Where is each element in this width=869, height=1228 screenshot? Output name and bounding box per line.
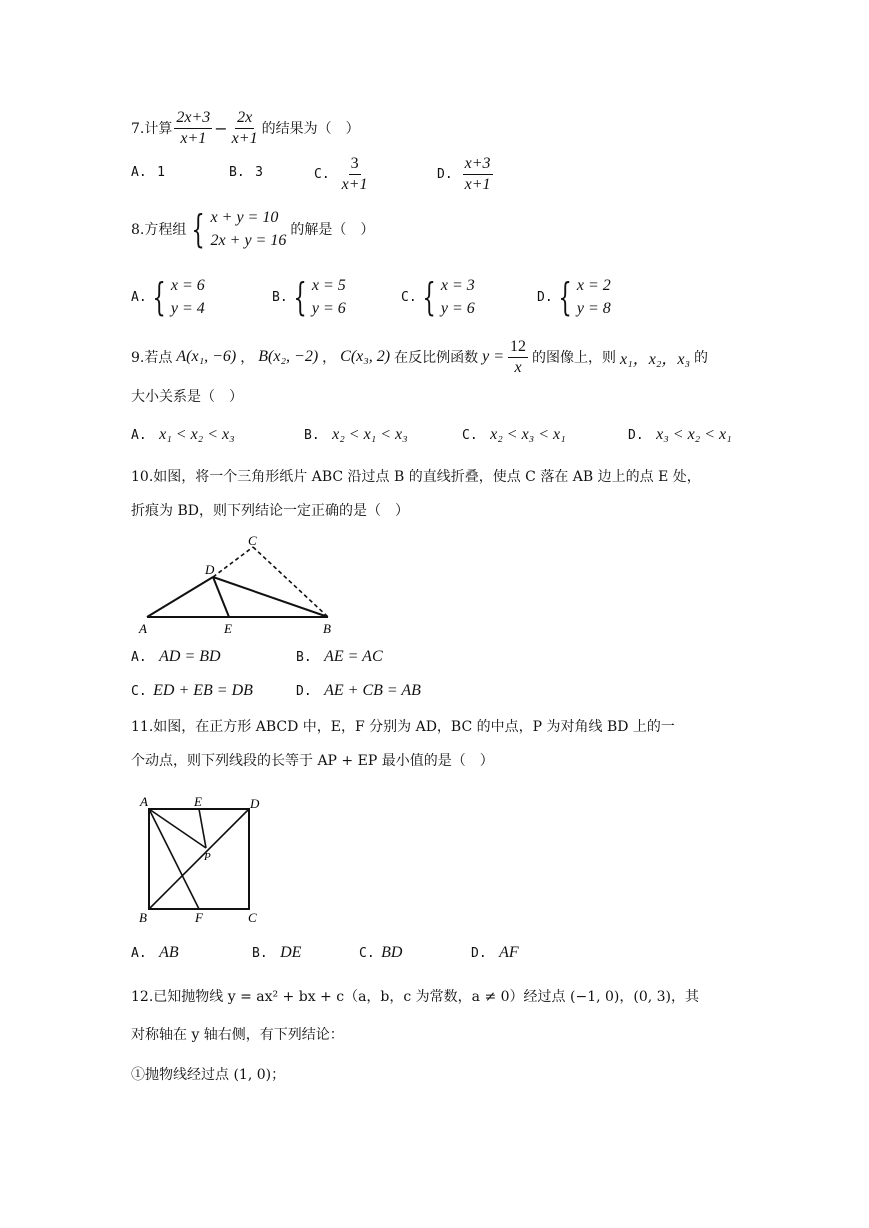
q10-label-e: E <box>224 621 232 636</box>
q9-function-fraction: $\frac{12}{x}$ <box>510 337 527 376</box>
q7-option-c: C. $\frac{3}{x+1}$ <box>314 154 368 193</box>
q7-option-b: B. 3 <box>229 165 263 180</box>
q7-stem-suffix: 的结果为（ ） <box>261 121 360 137</box>
q8-stem-suffix: 的解是（ ） <box>290 222 375 238</box>
q11-option-c: C. BD <box>359 944 403 961</box>
q8-stem: 8.方程组 { x + y = 10 2x + y = 16 的解是（ ） <box>131 207 375 251</box>
q10-label-c: C <box>248 535 257 548</box>
q10-triangle-figure <box>135 535 345 637</box>
q11-label-b: B <box>139 910 147 923</box>
q8-option-d: D. { x = 2 y = 8 <box>537 275 611 319</box>
q7-fraction-1: $\frac{2x+3}{x+1}$ <box>176 108 211 147</box>
q11-option-a: A. AB <box>131 944 179 961</box>
q11-label-f: F <box>195 910 203 923</box>
q7-option-d: D. $\frac{x+3}{x+1}$ <box>437 154 491 193</box>
q10-label-d: D <box>205 562 215 577</box>
q11-label-a: A <box>140 794 148 809</box>
q9-line-1: 9.若点 A(x₁, −6) ， B(x₂, −2) ， C(x₃, 2) 在反比例函数 y = $\frac{12}{x}$ 的图像上，则 x₁，x₂，x₃ 的 <box>131 337 709 376</box>
q7-option-a: A. 1 <box>131 165 165 180</box>
q10-line-1: 10.如图，将一个三角形纸片 ABC 沿过点 B 的直线折叠，使点 C 落在 AB 边上的点 E 处， <box>131 469 701 485</box>
q12-line-1: 12.已知抛物线 y = ax² + bx + c（a，b，c 为常数，a ≠ 0）经过点 (−1, 0)，(0, 3)，其 <box>131 989 700 1005</box>
q8-equation-system: x + y = 10 2x + y = 16 <box>210 209 287 249</box>
q10-label-b: B <box>323 621 331 636</box>
q9-option-d: D. x₃ < x₂ < x₁ <box>628 426 732 443</box>
q7-stem-prefix: 7.计算 <box>131 121 173 137</box>
q10-label-a: A <box>139 621 147 636</box>
q9-line-2: 大小关系是（ ） <box>131 389 243 405</box>
q10-option-c: C. ED + EB = DB <box>131 682 253 699</box>
q10-line-2: 折痕为 BD，则下列结论一定正确的是（ ） <box>131 503 409 519</box>
q11-label-c: C <box>248 910 257 923</box>
q12-line-3: ①抛物线经过点 (1, 0)； <box>131 1067 286 1083</box>
q10-option-b: B. AE = AC <box>296 648 383 665</box>
q7-stem <box>131 106 360 150</box>
q11-label-p: P <box>204 851 211 863</box>
q7-fraction-2: $\frac{2x}{x+1}$ <box>231 108 258 147</box>
q11-line-1: 11.如图，在正方形 ABCD 中，E，F 分别为 AD，BC 的中点，P 为对角线 BD 上的一 <box>131 719 675 735</box>
q11-label-e: E <box>194 794 202 809</box>
q11-option-d: D. AF <box>471 944 519 961</box>
q7-minus: − <box>214 118 228 138</box>
q8-option-b: B. { x = 5 y = 6 <box>272 275 346 319</box>
q8-option-c: C. { x = 3 y = 6 <box>401 275 475 319</box>
q10-option-a: A. AD = BD <box>131 648 221 665</box>
q9-option-b: B. x₂ < x₁ < x₃ <box>304 426 408 443</box>
q10-option-d: D. AE + CB = AB <box>296 682 421 699</box>
q11-square-figure <box>135 793 265 923</box>
q11-label-d: D <box>250 796 260 811</box>
q8-option-a: A. { x = 6 y = 4 <box>131 275 205 319</box>
q11-option-b: B. DE <box>252 944 302 961</box>
q8-stem-prefix: 8.方程组 <box>131 222 187 238</box>
q9-option-a: A. x₁ < x₂ < x₃ <box>131 426 235 443</box>
q9-option-c: C. x₂ < x₃ < x₁ <box>462 426 566 443</box>
q12-line-2: 对称轴在 y 轴右侧，有下列结论： <box>131 1027 344 1043</box>
q11-line-2: 个动点，则下列线段的长等于 AP + EP 最小值的是（ ） <box>131 753 494 769</box>
